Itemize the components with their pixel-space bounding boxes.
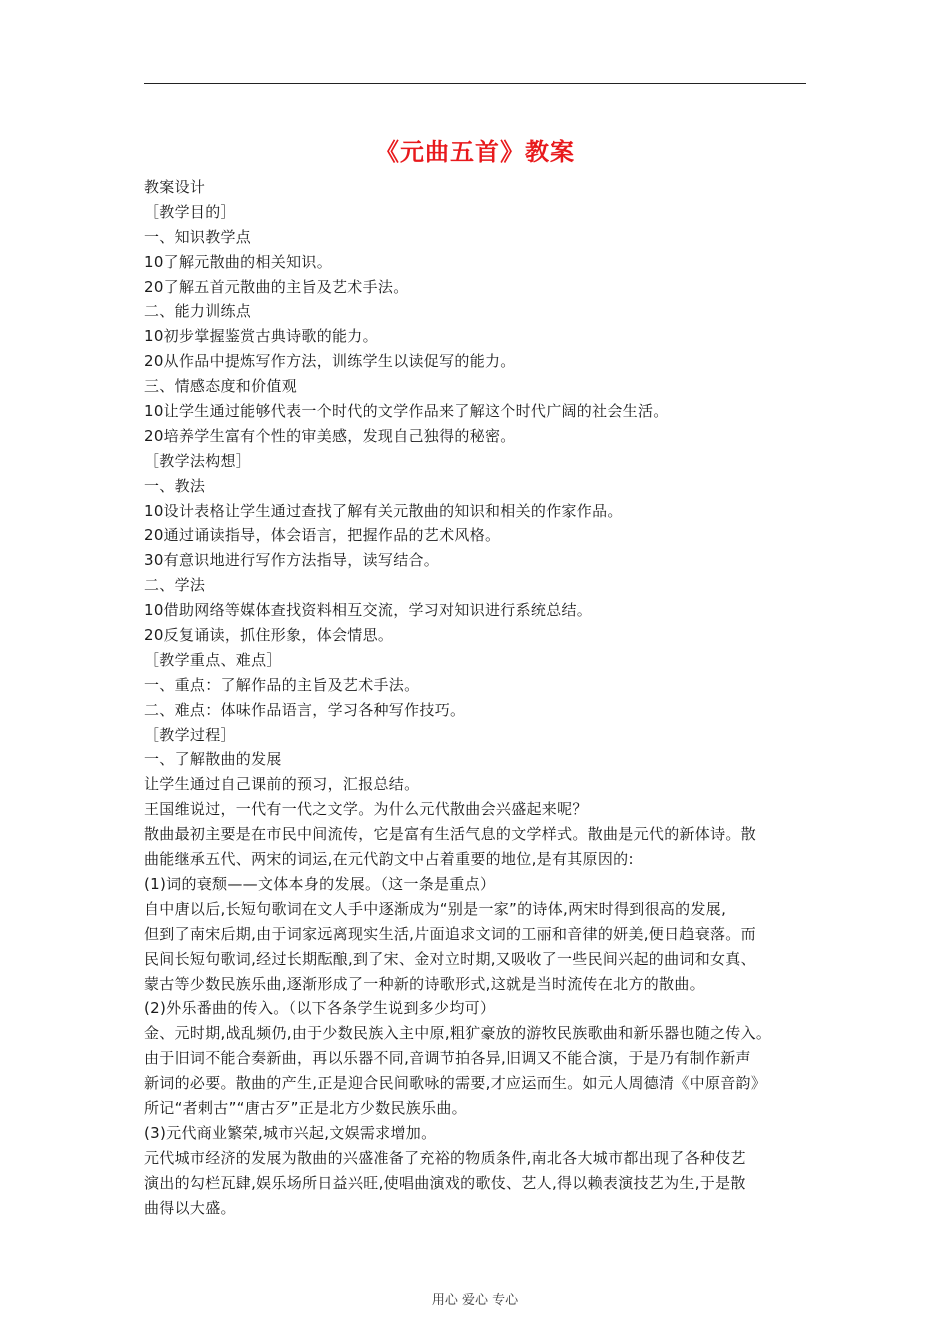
text-line: 10借助网络等媒体查找资料相互交流，学习对知识进行系统总结。 <box>144 601 593 620</box>
text-line: 20了解五首元散曲的主旨及艺术手法。 <box>144 277 409 296</box>
text-line: 演出的勾栏瓦肆,娱乐场所日益兴旺,使唱曲演戏的歌伎、艺人,得以赖表演技艺为生,于是散 <box>144 1173 746 1192</box>
text-line: ［教学重点、难点］ <box>144 650 282 669</box>
text-line: 10设计表格让学生通过查找了解有关元散曲的知识和相关的作家作品。 <box>144 501 623 520</box>
text-line: 所记“者剌古”“唐古歹”正是北方少数民族乐曲。 <box>144 1098 467 1117</box>
text-line: 10了解元散曲的相关知识。 <box>144 252 332 271</box>
text-line: 一、了解散曲的发展 <box>144 750 282 769</box>
text-line: 二、学法 <box>144 576 206 595</box>
text-line: 曲得以大盛。 <box>144 1198 236 1217</box>
text-line: 20培养学生富有个性的审美感，发现自己独得的秘密。 <box>144 426 516 445</box>
text-line: 新词的必要。散曲的产生,正是迎合民间歌咏的需要,才应运而生。如元人周德清《中原音韵》 <box>144 1074 767 1093</box>
document-body <box>144 175 810 1220</box>
text-line: 10让学生通过能够代表一个时代的文学作品来了解这个时代广阔的社会生活。 <box>144 402 669 421</box>
text-line: 自中唐以后,长短句歌词在文人手中逐渐成为“别是一家”的诗体,两宋时得到很高的发展, <box>144 899 727 918</box>
text-line: 10初步掌握鉴赏古典诗歌的能力。 <box>144 327 378 346</box>
header-rule <box>144 83 806 84</box>
text-line: 一、重点：了解作品的主旨及艺术手法。 <box>144 675 420 694</box>
text-line: 散曲最初主要是在市民中间流传，它是富有生活气息的文学样式。散曲是元代的新体诗。散 <box>144 825 757 844</box>
document-title: 《元曲五首》教案 <box>375 138 575 166</box>
text-line: 三、情感态度和价值观 <box>144 377 298 396</box>
text-line: 金、元时期,战乱频仍,由于少数民族入主中原,粗犷豪放的游牧民族歌曲和新乐器也随之传入。 <box>144 1024 772 1043</box>
text-line: (3)元代商业繁荣,城市兴起,文娱需求增加。 <box>144 1123 437 1142</box>
text-line: ［教学过程］ <box>144 725 236 744</box>
page-footer: 用心 爱心 专心 <box>431 1293 519 1308</box>
text-line: 二、难点：体味作品语言，学习各种写作技巧。 <box>144 700 466 719</box>
text-line: 20通过诵读指导，体会语言，把握作品的艺术风格。 <box>144 526 501 545</box>
text-line: ［教学目的］ <box>144 202 236 221</box>
text-line: 蒙古等少数民族乐曲,逐渐形成了一种新的诗歌形式,这就是当时流传在北方的散曲。 <box>144 974 705 993</box>
text-line: 由于旧词不能合奏新曲，再以乐器不同,音调节拍各异,旧调又不能合演，于是乃有制作新声 <box>144 1049 751 1068</box>
text-line: 民间长短句歌词,经过长期酝酿,到了宋、金对立时期,又吸收了一些民间兴起的曲词和女真、 <box>144 949 756 968</box>
text-line: 让学生通过自己课前的预习，汇报总结。 <box>144 775 420 794</box>
text-line: 但到了南宋后期,由于词家远离现实生活,片面追求文词的工丽和音律的妍美,便日趋衰落。而 <box>144 924 756 943</box>
text-line: 20反复诵读，抓住形象，体会情思。 <box>144 626 394 645</box>
text-line: 曲能继承五代、两宋的词运,在元代韵文中占着重要的地位,是有其原因的: <box>144 850 634 869</box>
text-line: (1)词的衰颓——文体本身的发展。（这一条是重点） <box>144 874 496 893</box>
text-line: 教案设计 <box>144 178 206 196</box>
text-line: 元代城市经济的发展为散曲的兴盛准备了充裕的物质条件,南北各大城市都出现了各种伎艺 <box>144 1148 746 1167</box>
text-line: ［教学法构想］ <box>144 451 252 470</box>
text-line: 20从作品中提炼写作方法，训练学生以读促写的能力。 <box>144 352 516 371</box>
text-line: 一、知识教学点 <box>144 227 252 246</box>
text-line: (2)外乐番曲的传入。（以下各条学生说到多少均可） <box>144 999 496 1018</box>
text-line: 王国维说过，一代有一代之文学。为什么元代散曲会兴盛起来呢？ <box>144 800 588 819</box>
text-line: 一、教法 <box>144 476 206 495</box>
text-line: 30有意识地进行写作方法指导，读写结合。 <box>144 551 440 570</box>
text-line: 二、能力训练点 <box>144 302 252 321</box>
